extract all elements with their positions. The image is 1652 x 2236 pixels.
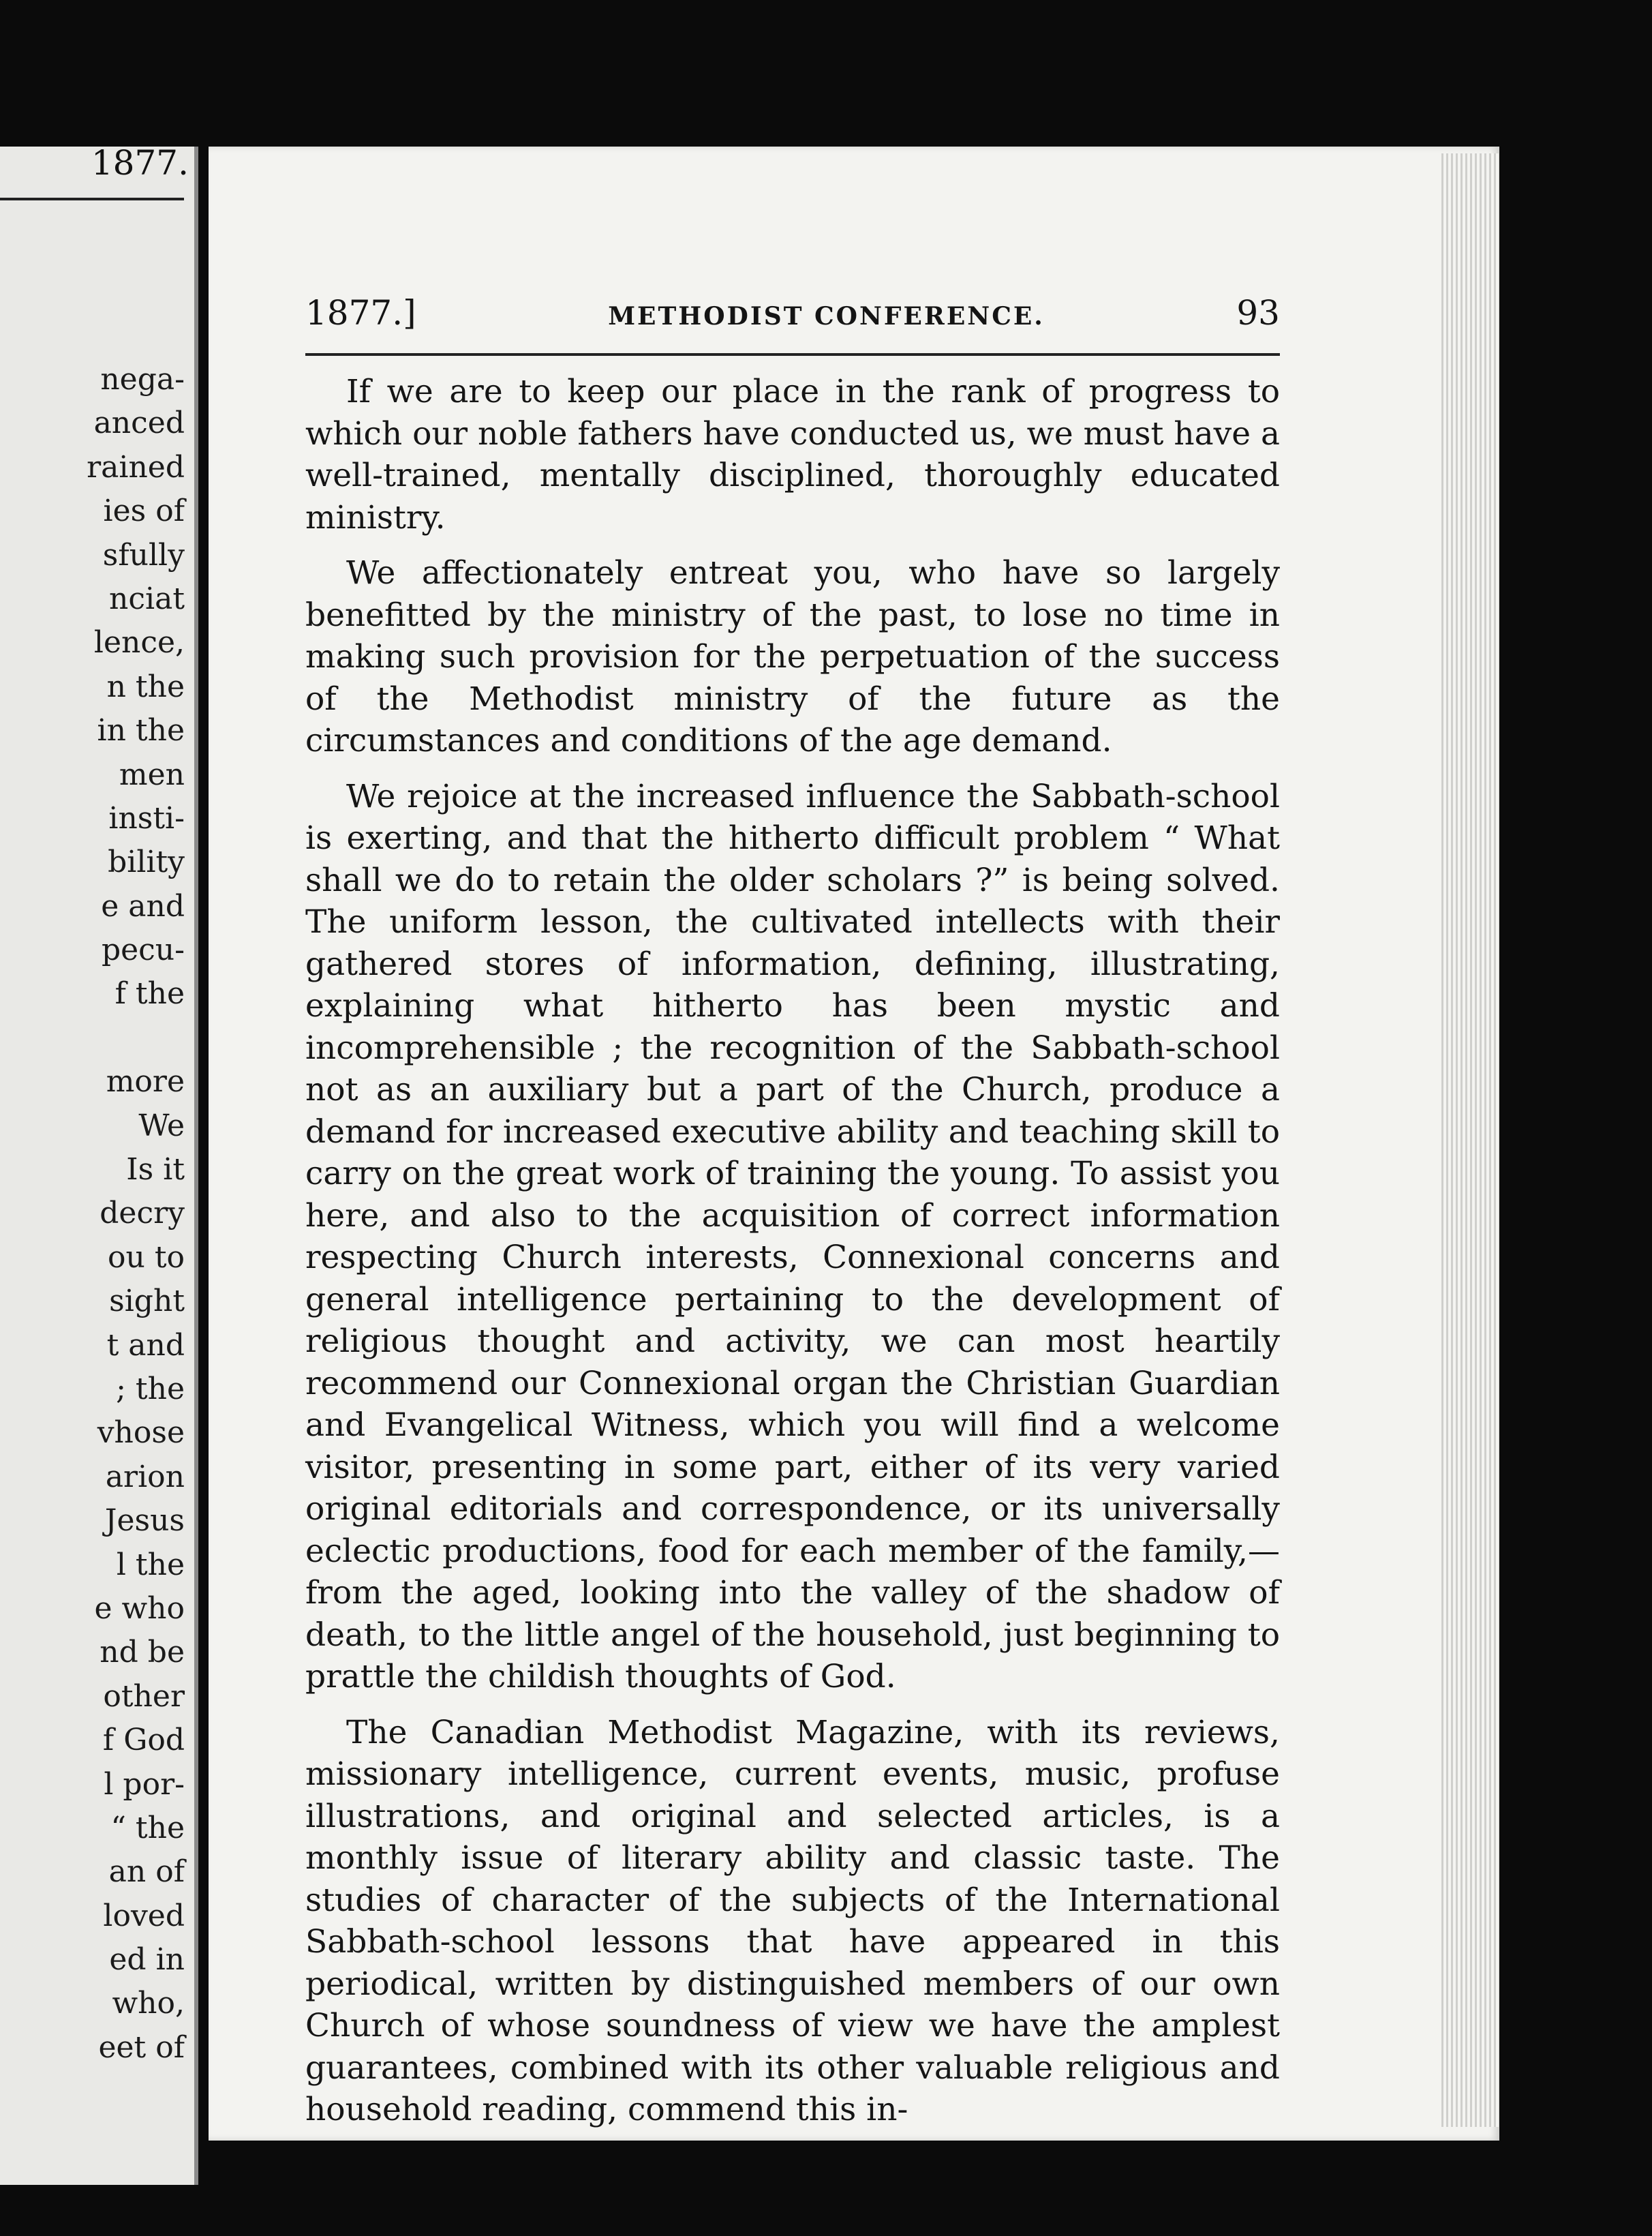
left-line-fragment: an of — [108, 1854, 185, 1890]
left-line-fragment: f God — [102, 1723, 185, 1758]
left-line-fragment: men — [119, 757, 185, 792]
left-page-text — [0, 358, 194, 2070]
left-line-fragment: n the — [106, 669, 185, 704]
left-line-fragment: “ the — [110, 1810, 185, 1845]
left-line-fragment: l por- — [104, 1766, 185, 1802]
left-line-fragment: ; the — [116, 1371, 185, 1406]
left-line-fragment: Is it — [126, 1152, 185, 1188]
left-line-fragment: We — [138, 1108, 185, 1143]
right-page-text-block — [305, 293, 1280, 2131]
left-line-fragment: sight — [109, 1284, 185, 1319]
left-line-fragment: in the — [97, 713, 185, 749]
left-line-fragment: e who — [94, 1590, 185, 1626]
paragraph: If we are to keep our place in the rank of progress to which our noble fathers have conducted us, we must have a well-trained, mentally disciplined, thoroughly educated ministry. — [305, 373, 1280, 537]
header-rule — [305, 353, 1280, 356]
left-line-fragment: who, — [112, 1986, 185, 2021]
left-line-fragment: t and — [106, 1327, 185, 1363]
left-line-fragment — [0, 1016, 185, 1060]
left-line-fragment: more — [106, 1064, 185, 1100]
left-line-fragment: insti- — [108, 800, 185, 836]
left-line-fragment: ou to — [108, 1239, 185, 1275]
page-number: 93 — [1236, 293, 1280, 333]
left-line-fragment: Jesus — [104, 1503, 185, 1539]
left-line-fragment: ed in — [109, 1942, 185, 1978]
left-line-fragment: nciat — [109, 581, 185, 616]
left-line-fragment: anced — [93, 406, 185, 441]
page-edge — [1441, 153, 1499, 2127]
paragraph: We affectionately entreat you, who have so largely benefitted by the ministry of the past, to lose no time in making such provision for the perpetuation of the success of the Methodist ministry of the future as the circumstances and conditions of the age demand. — [305, 554, 1280, 759]
left-line-fragment: ies of — [103, 494, 185, 529]
body-text — [305, 371, 1280, 2131]
left-line-fragment: rained — [87, 449, 185, 485]
running-head-year: 1877.] — [305, 293, 416, 333]
left-line-fragment: arion — [105, 1459, 185, 1494]
left-line-fragment: sfully — [102, 537, 185, 573]
left-line-fragment: pecu- — [101, 933, 185, 968]
left-line-fragment: nega- — [100, 362, 185, 397]
left-line-fragment: bility — [108, 845, 185, 880]
left-line-fragment: e and — [101, 888, 185, 924]
left-page-header: 1877. — [91, 143, 189, 183]
left-line-fragment: f the — [114, 976, 185, 1012]
running-head — [305, 293, 1280, 348]
left-line-fragment: lence, — [93, 625, 185, 661]
paragraph: We rejoice at the increased influence the Sabbath-school is exerting, and that the hitherto difficult problem “ What shall we do to retain the older scholars ?” is being solved. The uniform lesson, the cultivated intellects with their gathered stores of information, defining, illustrating, explaining what hitherto has been mystic and incomprehensible ; the recognition of the Sabbath-school not as an auxiliary but a part of the Church, produce a demand for increased executive ability and teaching skill to carry on the great work of training the young. To assist you here, and also to the acquisition of correct information respecting Church interests, Connexional concerns and general intelligence pertaining to the development of religious thought and activity, we can most heartily recommend our Connexional organ the Christian Guardian and Evangelical Witness, which you will find a welcome visitor, presenting in some part, either of its very varied original editorials and correspondence, or its universally eclectic productions, food for each member of the family,—from the aged, looking into the valley of the shadow of death, to the little angel of the household, just beginning to prattle the childish thoughts of God. — [305, 777, 1280, 1695]
left-line-fragment: nd be — [100, 1635, 185, 1670]
left-line-fragment: decry — [100, 1196, 185, 1231]
left-line-fragment: other — [103, 1678, 185, 1714]
paragraph: The Canadian Methodist Magazine, with its reviews, missionary intelligence, current events, music, profuse illustrations, and original and selected articles, is a monthly issue of literary ability and classic taste. The studies of character of the subjects of the International Sabbath-school lessons that have appeared in this periodical, written by distinguished members of our own Church of whose soundness of view we have the amplest guarantees, combined with its other valuable religious and household reading, commend this in- — [305, 1713, 1280, 2128]
left-line-fragment: loved — [103, 1898, 185, 1933]
left-header-rule — [0, 198, 184, 200]
running-head-title: METHODIST CONFERENCE. — [608, 302, 1045, 331]
left-line-fragment: vhose — [97, 1415, 185, 1451]
left-line-fragment: l the — [116, 1547, 185, 1582]
left-line-fragment: eet of — [98, 2029, 185, 2065]
